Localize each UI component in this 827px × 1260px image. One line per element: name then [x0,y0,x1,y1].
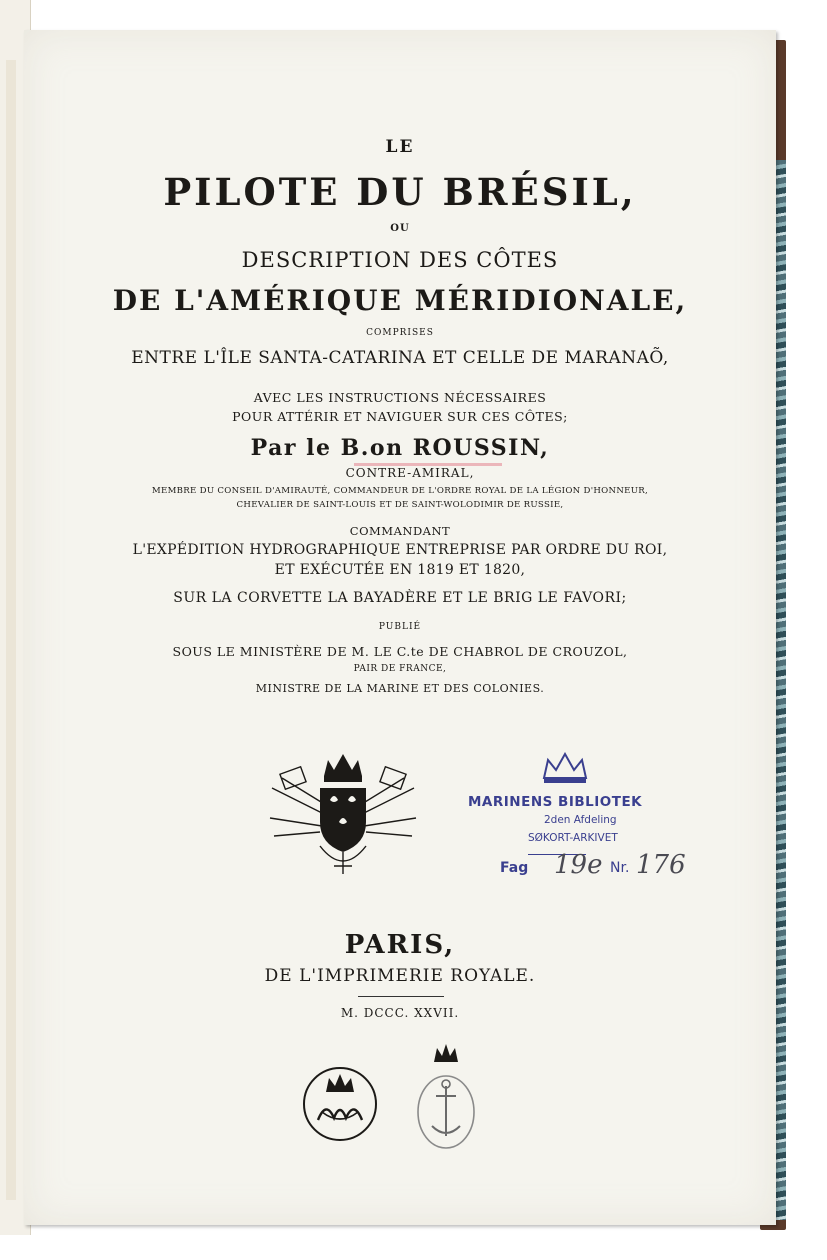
nr-value: 176 [636,850,686,880]
minister-text: MINISTRE DE LA MARINE ET DES COLONIES. [255,682,545,695]
library-name: MARINENS BIBLIOTEK [468,794,643,810]
title-article: LE [385,137,415,157]
nr-label: Nr. [610,860,630,876]
crowned-anchor-seal-icon [414,1040,478,1152]
author-titles-1: MEMBRE DU CONSEIL D'AMIRAUTÉ, COMMANDEUR DE L'ORDRE ROYAL DE LA LÉGION D'HONNEUR, [151,486,649,496]
library-stamp [460,752,700,902]
ou-connector: OU [390,223,410,234]
expedition-text: L'EXPÉDITION HYDROGRAPHIQUE ENTREPRISE PAR ORDRE DU ROI, [132,542,668,558]
commandant-text: COMMANDANT [349,524,451,538]
execution-years: ET EXÉCUTÉE EN 1819 ET 1820, [274,562,526,578]
instructions-line-2: POUR ATTÉRIR ET NAVIGUER SUR CES CÔTES; [232,409,568,424]
fag-value: 19e [554,850,603,880]
author-rank: CONTRE-AMIRAL, [345,466,475,480]
imprint-rule [358,996,444,997]
crown-icon [540,752,590,786]
pair-text: PAIR DE FRANCE, [353,664,447,674]
author-titles-2: CHEVALIER DE SAINT-LOUIS ET DE SAINT-WOLODIMIR DE RUSSIE, [236,500,564,510]
comprises-text: COMPRISES [366,328,434,338]
spine-edge [6,60,16,1200]
author-name: ROUSSIN, [412,435,550,461]
title-page [24,30,776,1225]
crowned-monogram-seal-icon [300,1062,380,1144]
coast-extent: ENTRE L'ÎLE SANTA-CATARINA ET CELLE DE MARANAÕ, [131,348,669,368]
library-division: 2den Afdeling [544,814,617,826]
main-title: PILOTE DU BRÉSIL, [163,170,637,214]
ministry-text: SOUS LE MINISTÈRE DE M. LE C.te DE CHABROL DE CROUZOL, [172,644,628,659]
ships-text: SUR LA CORVETTE LA BAYADÈRE ET LE BRIG LE FAVORI; [173,590,627,606]
author-line [24,435,776,461]
imprint-year: M. DCCC. XXVII. [340,1006,460,1020]
imprint-city: PARIS, [344,930,456,960]
subtitle-description: DESCRIPTION DES CÔTES [241,248,559,272]
royal-arms-vignette-icon [262,748,424,878]
subtitle-region: DE L'AMÉRIQUE MÉRIDIONALE, [112,284,688,317]
publie-text: PUBLIÉ [378,622,422,632]
imprint-printer: DE L'IMPRIMERIE ROYALE. [264,966,536,986]
instructions-line-1: AVEC LES INSTRUCTIONS NÉCESSAIRES [253,390,547,405]
fag-label: Fag [500,860,529,876]
library-archive: SØKORT-ARKIVET [528,832,618,844]
author-prefix: Par le B.on [250,435,413,461]
